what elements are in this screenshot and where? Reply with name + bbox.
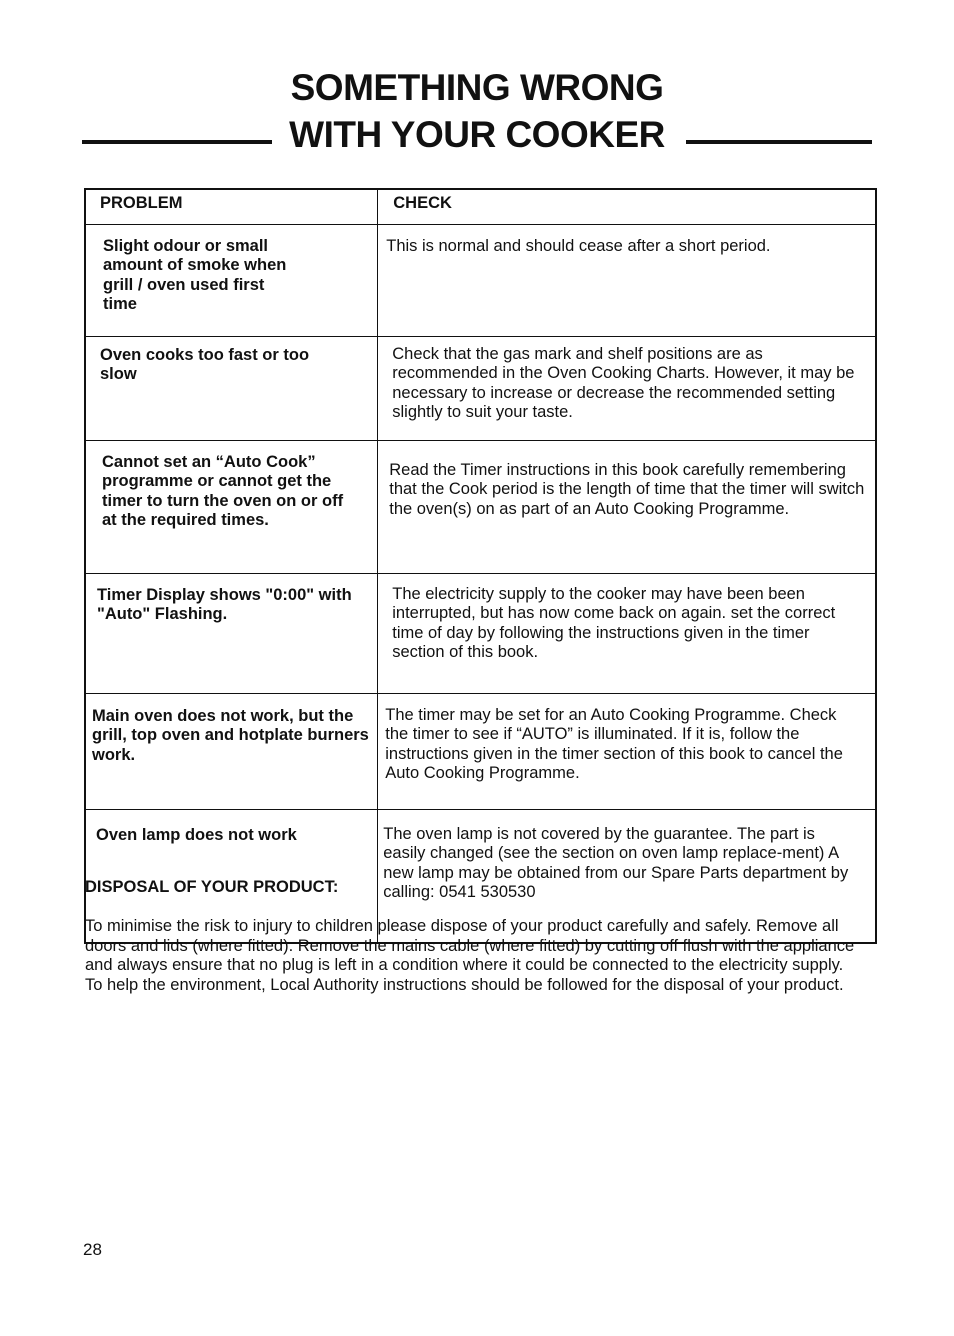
check-cell: This is normal and should cease after a short period. bbox=[378, 224, 876, 336]
disposal-paragraph: To help the environment, Local Authority instructions should be followed for the disposal of your product. bbox=[85, 975, 844, 994]
page-number: 28 bbox=[83, 1240, 102, 1259]
troubleshooting-table bbox=[84, 188, 877, 944]
disposal-heading: DISPOSAL OF YOUR PRODUCT: bbox=[85, 878, 339, 896]
check-cell: The electricity supply to the cooker may have been been interrupted, but has now come back on again. set the correct time of day by following the instructions given in the timer section of this book. bbox=[378, 573, 876, 693]
table-row bbox=[85, 440, 876, 573]
check-cell: Check that the gas mark and shelf positions are as recommended in the Oven Cooking Charts. However, it may be necessary to increase or decrease the recommended setting slightly to suit your taste. bbox=[378, 336, 876, 440]
table-row bbox=[85, 224, 876, 336]
title-rule-left bbox=[82, 140, 272, 144]
disposal-section bbox=[85, 877, 875, 995]
disposal-body bbox=[85, 917, 875, 995]
title-rule-right bbox=[686, 140, 872, 144]
page-title-line-1: SOMETHING WRONG bbox=[290, 67, 664, 108]
disposal-paragraph: To minimise the risk to injury to children please dispose of your product carefully and safely. Remove all doors and lids (where fitted). Remove the mains cable (where fitted) by cutting off flush with the appliance and always ensure that no plug is left in a condition where it could be connected to the electricity supply. bbox=[85, 917, 855, 975]
check-cell: Read the Timer instructions in this book carefully remembering that the Cook period is the length of time that the timer will switch the oven(s) on as part of an Auto Cooking Programme. bbox=[378, 440, 876, 573]
problem-cell: Cannot set an “Auto Cook” programme or cannot get the timer to turn the oven on or off at the required times. bbox=[85, 440, 378, 573]
problem-cell: Timer Display shows "0:00" with "Auto" Flashing. bbox=[85, 573, 378, 693]
check-cell: The timer may be set for an Auto Cooking Programme. Check the timer to see if “AUTO” is illuminated. If it is, follow the instructions given in the timer section of this book to cancel the Auto Cooking Programme. bbox=[378, 693, 876, 809]
table-row bbox=[85, 336, 876, 440]
problem-column-header: PROBLEM bbox=[85, 189, 378, 224]
table-row bbox=[85, 693, 876, 809]
problem-cell: Main oven does not work, but the grill, top oven and hotplate burners work. bbox=[85, 693, 378, 809]
page-title-line-2: WITH YOUR COOKER bbox=[289, 114, 665, 155]
problem-cell: Slight odour or small amount of smoke when grill / oven used first time bbox=[85, 224, 378, 336]
check-cell: The oven lamp is not covered by the guarantee. The part is easily changed (see the section on oven lamp replace-ment) A new lamp may be obtained from our Spare Parts department by calling: 0541 530530 bbox=[378, 809, 876, 943]
check-column-header: CHECK bbox=[378, 189, 876, 224]
table-row bbox=[85, 573, 876, 693]
table-header-row bbox=[85, 189, 876, 224]
problem-cell: Oven lamp does not work bbox=[85, 809, 378, 943]
problem-cell: Oven cooks too fast or too slow bbox=[85, 336, 378, 440]
